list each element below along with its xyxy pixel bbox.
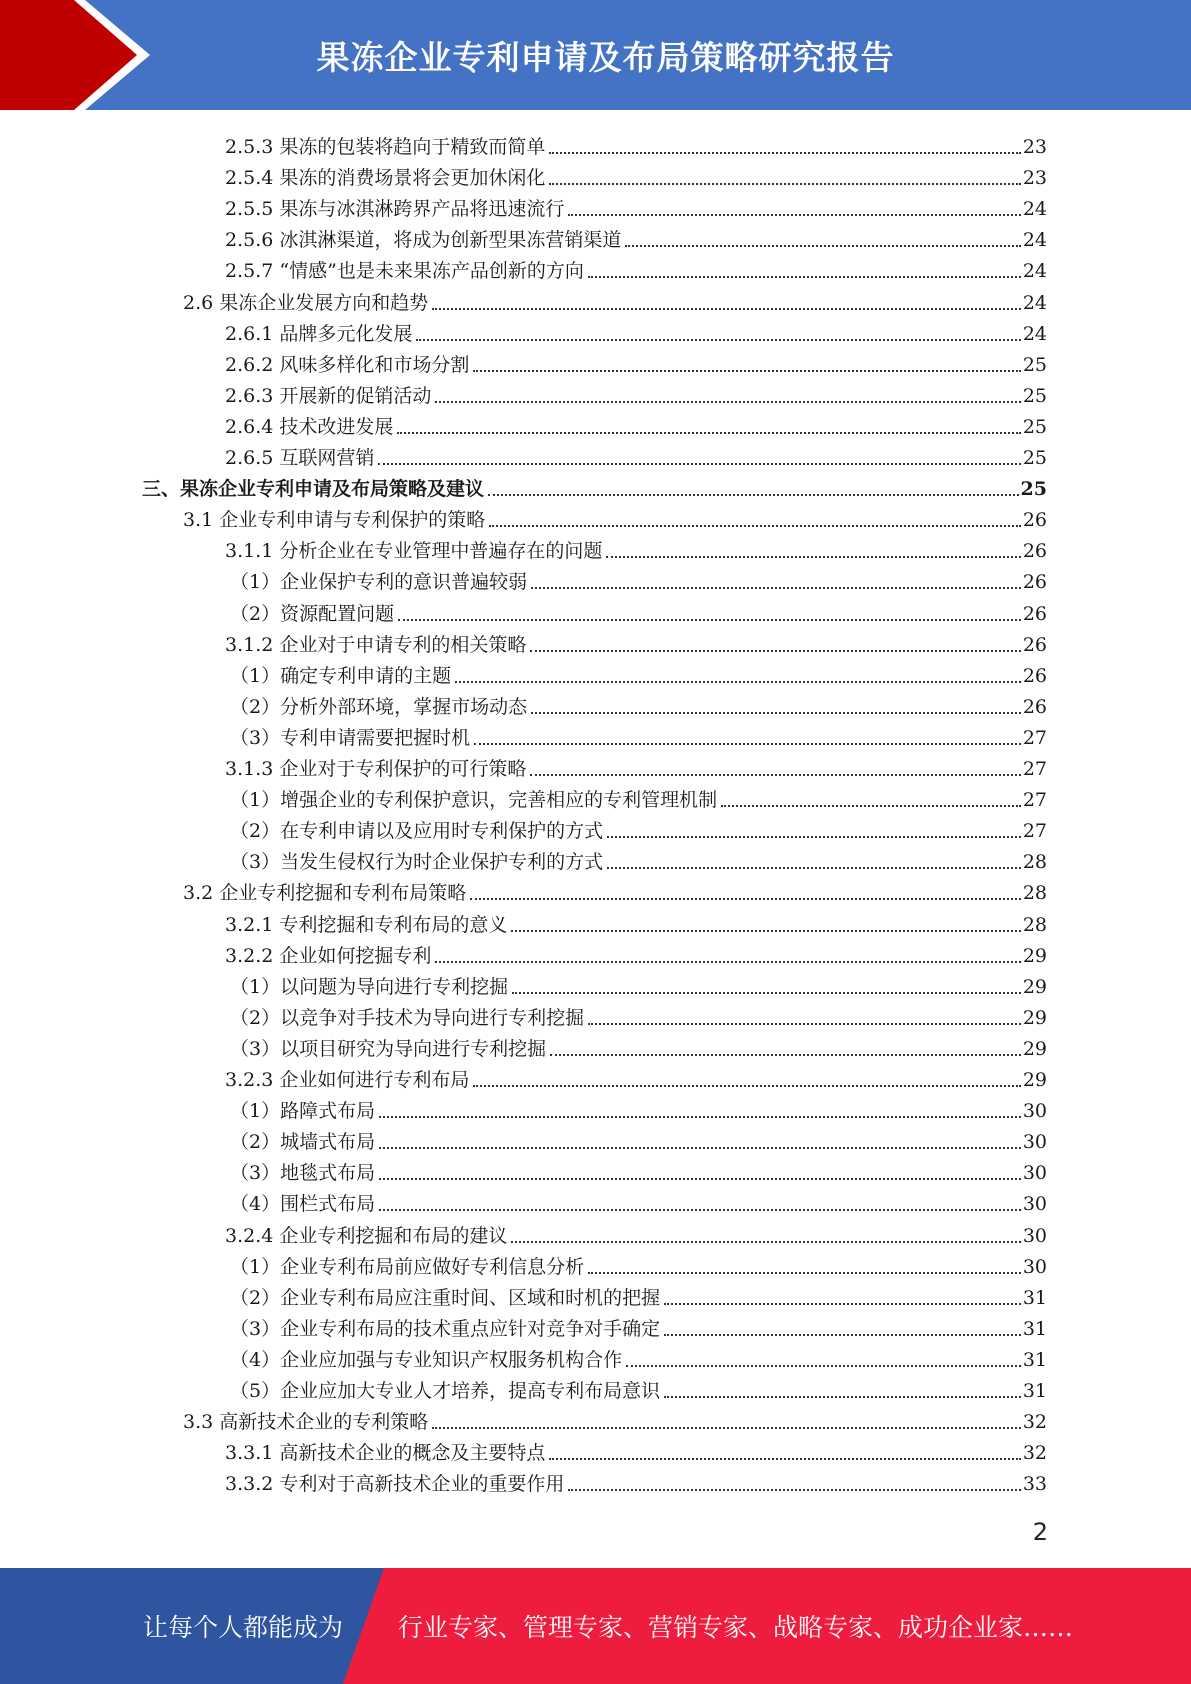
toc-entry-number: （1） <box>230 1255 281 1278</box>
toc-entry[interactable] <box>225 251 1047 282</box>
page-number: 2 <box>1032 1518 1048 1546</box>
toc-entry-page: 25 <box>1022 353 1047 376</box>
toc-entry[interactable] <box>225 749 1047 780</box>
toc-dot-leader <box>435 961 1020 963</box>
toc-entry-page: 27 <box>1022 726 1047 749</box>
toc-entry-page: 24 <box>1022 198 1047 221</box>
toc-dot-leader <box>626 1365 1021 1367</box>
toc-entry-number: 2.6.5 <box>225 447 280 469</box>
toc-dot-leader <box>511 930 1020 932</box>
toc-dot-leader <box>378 463 1020 465</box>
toc-dot-leader <box>489 525 1021 527</box>
toc-entry-label: 果冻的包装将趋向于精致而简单 <box>279 136 546 158</box>
toc-entry[interactable] <box>230 811 1047 842</box>
toc-dot-leader <box>588 1023 1021 1025</box>
toc-entry-label: 品牌多元化发展 <box>279 322 413 345</box>
toc-dot-leader <box>379 1209 1021 1211</box>
toc-entry-number: （2） <box>230 695 281 718</box>
toc-entry-number: 3.3 <box>183 1411 220 1434</box>
toc-entry-page: 26 <box>1022 695 1047 718</box>
toc-entry-page: 31 <box>1022 1348 1047 1371</box>
toc-entry[interactable] <box>230 1278 1047 1309</box>
toc-dot-leader <box>721 805 1021 807</box>
toc-entry-number: 3.1.2 <box>225 633 280 656</box>
footer-slogan-right: 行业专家、管理专家、营销专家、战略专家、成功企业家…… <box>398 1613 1074 1642</box>
toc-entry-page: 26 <box>1022 509 1047 532</box>
toc-entry[interactable] <box>225 220 1047 251</box>
toc-entry[interactable] <box>230 1029 1047 1060</box>
toc-entry-page: 27 <box>1022 758 1047 780</box>
toc-entry[interactable] <box>225 189 1047 220</box>
toc-dot-leader <box>607 836 1021 838</box>
toc-entry-number: 3.2.1 <box>225 913 280 936</box>
toc-entry[interactable] <box>230 1091 1047 1122</box>
toc-entry-label: 企业应加强与专业知识产权服务机构合作 <box>280 1348 623 1371</box>
toc-dot-leader <box>530 774 1020 776</box>
toc-dot-leader <box>625 245 1020 247</box>
toc-entry[interactable] <box>225 376 1047 407</box>
toc-entry-label: 互联网营销 <box>279 447 375 469</box>
toc-dot-leader <box>606 556 1020 558</box>
toc-entry-label: 企业专利布局应注重时间、区域和时机的把握 <box>280 1286 661 1309</box>
toc-dot-leader <box>549 152 1020 154</box>
toc-entry[interactable] <box>230 998 1047 1029</box>
toc-entry-label: 当发生侵权行为时企业保护专利的方式 <box>280 851 604 874</box>
toc-entry[interactable] <box>225 625 1047 656</box>
toc-entry-label: 高新技术企业的专利策略 <box>219 1411 429 1434</box>
toc-dot-leader <box>549 183 1020 185</box>
toc-dot-leader <box>568 1489 1020 1491</box>
toc-entry-label: 在专利申请以及应用时专利保护的方式 <box>280 820 604 843</box>
page-footer <box>0 1568 1191 1684</box>
toc-entry-page: 26 <box>1022 633 1047 656</box>
toc-entry-number: 3.3.1 <box>225 1442 280 1465</box>
toc-entry-number: （4） <box>230 1193 281 1216</box>
toc-entry[interactable] <box>225 127 1047 158</box>
toc-entry-page: 31 <box>1022 1317 1047 1340</box>
toc-entry-page: 26 <box>1022 571 1047 594</box>
toc-entry-label: 企业专利布局的技术重点应针对竞争对手确定 <box>280 1317 661 1340</box>
toc-entry-number: 2.6.4 <box>225 415 280 438</box>
toc-dot-leader <box>455 681 1021 683</box>
toc-entry-label: 企业如何进行专利布局 <box>279 1069 470 1091</box>
toc-dot-leader <box>588 1272 1021 1274</box>
toc-dot-leader <box>474 743 1021 745</box>
toc-entry-label: 以竞争对手技术为导向进行专利挖掘 <box>280 1006 585 1029</box>
toc-entry-page: 31 <box>1022 1286 1047 1309</box>
toc-entry-page: 28 <box>1022 913 1047 936</box>
toc-entry-number: （2） <box>230 1006 281 1029</box>
toc-dot-leader <box>432 1427 1021 1429</box>
footer-slogan-left: 让每个人都能成为 <box>143 1613 344 1642</box>
toc-entry-label: 城墙式布局 <box>280 1131 376 1154</box>
report-title: 果冻企业专利申请及布局策略研究报告 <box>316 37 895 77</box>
toc-entry-label: 专利对于高新技术企业的重要作用 <box>279 1473 565 1496</box>
toc-entry[interactable] <box>225 158 1047 189</box>
toc-entry-label: 开展新的促销活动 <box>279 384 432 407</box>
toc-entry-page: 30 <box>1022 1100 1047 1123</box>
toc-entry[interactable] <box>230 967 1047 998</box>
toc-entry[interactable] <box>183 873 1047 904</box>
toc-entry-label: 冰淇淋渠道，将成为创新型果冻营销渠道 <box>279 229 622 252</box>
toc-entry-number: （2） <box>230 820 281 843</box>
toc-entry-number: 2.5.4 <box>225 167 280 190</box>
toc-entry-page: 32 <box>1022 1442 1047 1465</box>
toc-entry-label: 企业对于申请专利的相关策略 <box>279 633 527 656</box>
toc-entry-number: 3.2.4 <box>225 1224 280 1247</box>
toc-entry-page: 25 <box>1020 478 1047 501</box>
toc-entry[interactable] <box>142 469 1047 500</box>
toc-entry-page: 24 <box>1022 291 1047 314</box>
toc-entry-page: 26 <box>1022 602 1047 625</box>
toc-entry-page: 30 <box>1022 1255 1047 1278</box>
toc-entry-label: 专利挖掘和专利布局的意义 <box>279 913 508 936</box>
toc-entry-label: 企业应加大专业人才培养，提高专利布局意识 <box>280 1380 661 1402</box>
toc-dot-leader <box>379 1116 1021 1118</box>
toc-dot-leader <box>664 1334 1021 1336</box>
toc-entry-label: 企业专利挖掘和专利布局策略 <box>219 882 467 905</box>
toc-entry-label: 以项目研究为导向进行专利挖掘 <box>280 1037 547 1060</box>
toc-entry-page: 29 <box>1022 1069 1047 1091</box>
toc-entry[interactable] <box>183 500 1047 531</box>
page-header <box>0 0 1191 110</box>
toc-entry-number: 3.2.2 <box>225 944 280 967</box>
toc-entry-page: 29 <box>1022 1037 1047 1060</box>
toc-dot-leader <box>664 1396 1021 1398</box>
toc-entry-number: 2.5.5 <box>225 198 280 221</box>
toc-dot-leader <box>607 867 1021 869</box>
toc-entry-page: 32 <box>1022 1411 1047 1434</box>
toc-entry[interactable] <box>230 1122 1047 1153</box>
toc-entry-number: 3.1.3 <box>225 758 280 780</box>
toc-entry-page: 25 <box>1022 447 1047 469</box>
toc-entry-label: 专利申请需要把握时机 <box>280 726 471 749</box>
toc-entry[interactable] <box>183 1402 1047 1433</box>
toc-entry-label: “情感”也是未来果冻产品创新的方向 <box>279 260 584 283</box>
toc-entry-page: 26 <box>1022 664 1047 687</box>
toc-dot-leader <box>416 339 1020 341</box>
toc-entry-number: 2.5.3 <box>225 136 280 158</box>
toc-entry-page: 26 <box>1022 540 1047 563</box>
toc-entry[interactable] <box>230 1247 1047 1278</box>
toc-entry-number: 2.5.7 <box>225 260 280 283</box>
toc-dot-leader <box>470 898 1021 900</box>
toc-entry-label: 确定专利申请的主题 <box>280 664 452 687</box>
toc-entry-number: （3） <box>230 851 281 874</box>
toc-entry[interactable] <box>230 1340 1047 1371</box>
toc-entry-number: 2.5.6 <box>225 229 280 252</box>
toc-entry[interactable] <box>230 780 1047 811</box>
toc-entry-page: 30 <box>1022 1131 1047 1154</box>
toc-entry[interactable] <box>230 718 1047 749</box>
toc-entry-number: （2） <box>230 602 281 625</box>
toc-entry-page: 27 <box>1022 820 1047 843</box>
toc-entry-number: 2.6.2 <box>225 353 280 376</box>
toc-dot-leader <box>588 276 1021 278</box>
toc-entry-label: 资源配置问题 <box>280 602 395 625</box>
toc-entry-label: 企业如何挖掘专利 <box>279 944 432 967</box>
toc-entry-label: 技术改进发展 <box>279 415 394 438</box>
toc-entry-label: 果冻与冰淇淋跨界产品将迅速流行 <box>279 198 565 221</box>
toc-entry[interactable] <box>225 407 1047 438</box>
toc-entry[interactable] <box>230 687 1047 718</box>
toc-entry-number: （2） <box>230 1131 281 1154</box>
toc-entry-page: 27 <box>1022 789 1047 812</box>
toc-entry-page: 23 <box>1022 136 1047 158</box>
toc-entry-page: 29 <box>1022 944 1047 967</box>
toc-dot-leader <box>397 432 1020 434</box>
toc-entry-label: 增强企业的专利保护意识，完善相应的专利管理机制 <box>280 789 718 812</box>
toc-entry-page: 25 <box>1022 415 1047 438</box>
toc-entry-number: （3） <box>230 1037 281 1060</box>
toc-dot-leader <box>531 587 1021 589</box>
toc-entry-page: 24 <box>1022 229 1047 252</box>
toc-dot-leader <box>488 494 1019 496</box>
toc-entry-number: 3.1.1 <box>225 540 280 563</box>
toc-dot-leader <box>379 1147 1021 1149</box>
toc-entry-page: 30 <box>1022 1224 1047 1247</box>
toc-entry-label: 果冻的消费场景将会更加休闲化 <box>279 167 546 190</box>
toc-entry-page: 30 <box>1022 1162 1047 1185</box>
toc-entry-label: 企业对于专利保护的可行策略 <box>279 758 527 780</box>
toc-entry-label: 地毯式布局 <box>280 1162 376 1185</box>
toc-entry-label: 以问题为导向进行专利挖掘 <box>280 975 509 998</box>
toc-entry-number: （4） <box>230 1348 281 1371</box>
toc-entry-number: 2.6 <box>183 291 220 314</box>
toc-dot-leader <box>568 214 1020 216</box>
toc-dot-leader <box>664 1303 1021 1305</box>
toc-entry-page: 24 <box>1022 322 1047 345</box>
toc-entry[interactable] <box>230 562 1047 593</box>
toc-entry-label: 果冻企业发展方向和趋势 <box>219 291 429 314</box>
toc-entry[interactable] <box>225 1216 1047 1247</box>
toc-entry[interactable] <box>225 1060 1047 1091</box>
toc-entry-page: 29 <box>1022 1006 1047 1029</box>
toc-entry-label: 企业保护专利的意识普遍较弱 <box>280 571 528 594</box>
toc-entry-number: （3） <box>230 726 281 749</box>
toc-entry-page: 31 <box>1022 1380 1047 1402</box>
toc-dot-leader <box>435 401 1020 403</box>
toc-dot-leader <box>473 370 1020 372</box>
toc-entry-label: 果冻企业专利申请及布局策略及建议 <box>180 478 485 501</box>
toc-entry[interactable] <box>225 438 1047 469</box>
toc-entry[interactable] <box>225 1433 1047 1464</box>
toc-entry-label: 围栏式布局 <box>280 1193 376 1216</box>
toc-entry-number: （1） <box>230 664 281 687</box>
toc-entry-number: 3.1 <box>183 509 220 532</box>
toc-entry-page: 28 <box>1022 882 1047 905</box>
toc-dot-leader <box>511 1241 1020 1243</box>
toc-dot-leader <box>473 1085 1020 1087</box>
toc-dot-leader <box>549 1458 1020 1460</box>
toc-entry-number: 3.2.3 <box>225 1069 280 1091</box>
toc-entry-number: （2） <box>230 1286 281 1309</box>
toc-entry-page: 23 <box>1022 167 1047 190</box>
toc-entry-page: 25 <box>1022 384 1047 407</box>
toc-entry-label: 分析外部环境，掌握市场动态 <box>280 695 528 718</box>
toc-entry-label: 路障式布局 <box>280 1100 376 1123</box>
toc-entry-number: （1） <box>230 975 281 998</box>
toc-entry-page: 33 <box>1022 1473 1047 1496</box>
toc-entry[interactable] <box>225 1464 1047 1495</box>
toc-entry-number: 3.3.2 <box>225 1473 280 1496</box>
toc-entry[interactable] <box>230 656 1047 687</box>
toc-dot-leader <box>379 1178 1021 1180</box>
toc-entry[interactable] <box>230 1184 1047 1215</box>
toc-entry[interactable] <box>230 842 1047 873</box>
toc-entry-page: 24 <box>1022 260 1047 283</box>
toc-entry[interactable] <box>225 905 1047 936</box>
toc-entry[interactable] <box>225 531 1047 562</box>
toc-dot-leader <box>432 308 1021 310</box>
toc-entry-number: （5） <box>230 1380 281 1402</box>
toc-entry-number: （1） <box>230 1100 281 1123</box>
toc-entry-label: 企业专利布局前应做好专利信息分析 <box>280 1255 585 1278</box>
toc-dot-leader <box>530 650 1020 652</box>
toc-entry-label: 企业专利挖掘和布局的建议 <box>279 1224 508 1247</box>
toc-entry[interactable] <box>225 936 1047 967</box>
toc-dot-leader <box>531 712 1021 714</box>
toc-dot-leader <box>512 992 1021 994</box>
toc-dot-leader <box>550 1054 1021 1056</box>
toc-entry-page: 29 <box>1022 975 1047 998</box>
toc-entry-number: （3） <box>230 1162 281 1185</box>
toc-entry[interactable] <box>183 283 1047 314</box>
toc-entry[interactable] <box>225 314 1047 345</box>
toc-entry-number: （1） <box>230 571 281 594</box>
toc-entry-label: 企业专利申请与专利保护的策略 <box>219 509 486 532</box>
toc-entry-number: （1） <box>230 789 281 812</box>
toc-entry[interactable] <box>230 1371 1047 1402</box>
toc-entry-number: 2.6.3 <box>225 384 280 407</box>
toc-entry-label: 分析企业在专业管理中普遍存在的问题 <box>279 540 603 563</box>
toc-entry-number: 2.6.1 <box>225 322 280 345</box>
toc-entry-label: 高新技术企业的概念及主要特点 <box>279 1442 546 1465</box>
toc-entry-number: （3） <box>230 1317 281 1340</box>
toc-dot-leader <box>398 619 1021 621</box>
toc-entry-page: 28 <box>1022 851 1047 874</box>
toc-entry-number: 三、 <box>142 478 181 501</box>
toc-entry-page: 30 <box>1022 1193 1047 1216</box>
toc-entry[interactable] <box>230 1309 1047 1340</box>
toc-entry[interactable] <box>230 594 1047 625</box>
toc-entry-label: 风味多样化和市场分割 <box>279 353 470 376</box>
toc-entry[interactable] <box>230 1153 1047 1184</box>
toc-entry-number: 3.2 <box>183 882 220 905</box>
toc-entry[interactable] <box>225 345 1047 376</box>
